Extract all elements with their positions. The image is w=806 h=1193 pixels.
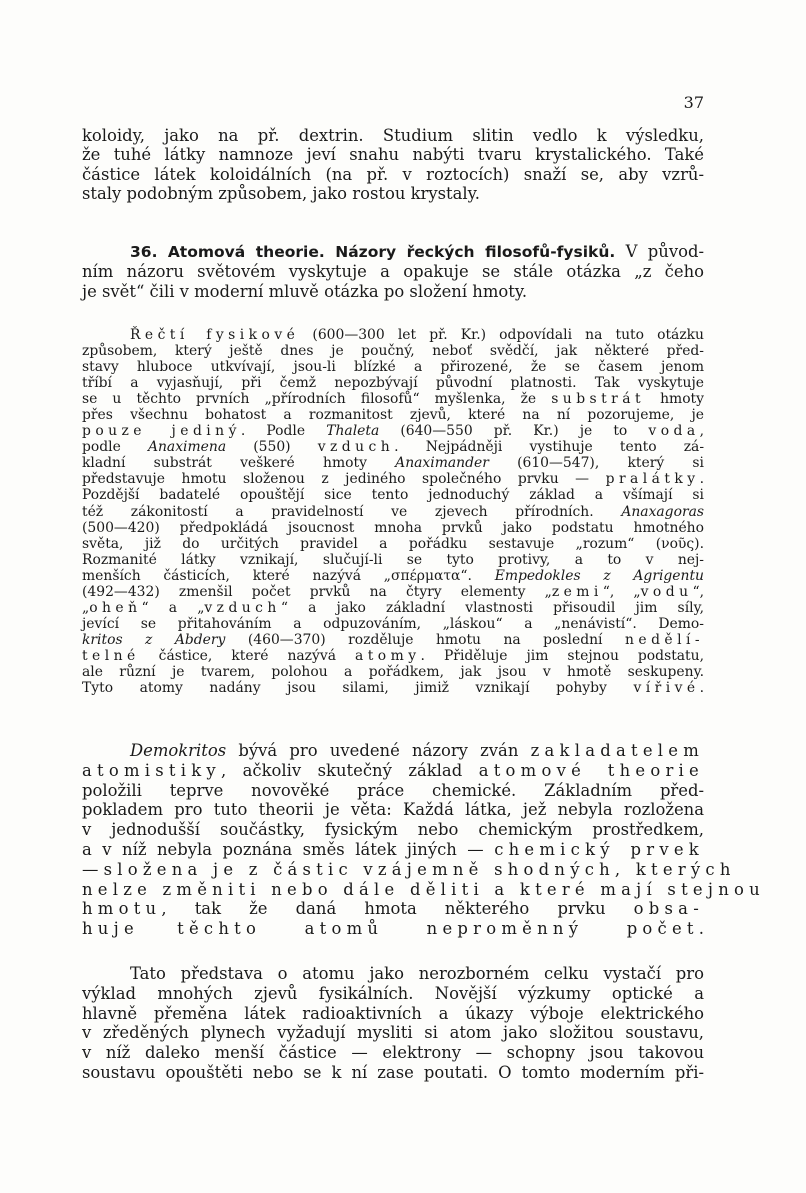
- text-line: představuje hmotu složenou z jediného společného prvku — pralátky.: [82, 471, 704, 488]
- text-line: staly podobným způsobem, jako rostou krystaly.: [82, 184, 480, 204]
- text-line: se u těchto prvních „přírodních filosofů“ myšlenka, že substrát hmoty: [82, 391, 704, 408]
- text-line: pokladem pro tuto theorii je věta: Každá látka, jež nebyla rozložena: [82, 800, 704, 820]
- text-line: že tuhé látky namnoze jeví snahu nabýti tvaru krystalického. Také: [82, 145, 704, 165]
- text-line: jevící se přitahováním a odpuzováním, „láskou“ a „nenávistí“. Demo-: [82, 615, 704, 632]
- text-line: ním názoru světovém vyskytuje a opakuje se stále otázka „z čeho: [82, 262, 704, 282]
- text-line: Tato představa o atomu jako nerozborném celku vystačí pro: [130, 964, 704, 983]
- text-line: — složena je z částic vzájemně shodných, kterých: [82, 859, 736, 879]
- text-line: je svět“ čili v moderní mluvě otázka po složení hmoty.: [82, 281, 528, 301]
- text-line: způsobem, který ještě dnes je poučný, neboť svědčí, jak některé před-: [82, 343, 704, 360]
- paragraph-modern-atom: [82, 964, 704, 1083]
- text-line: částice látek koloidálních (na př. v roztocích) snaží se, aby vzrů-: [82, 164, 704, 184]
- section-number: 36.: [130, 243, 158, 261]
- text-line: Demokritos bývá pro uvedené názory zván zakladatelem: [130, 741, 704, 760]
- section-heading-line: 36. Atomová theorie. Názory řeckých filosofů-fysiků. V původ-: [130, 242, 704, 261]
- text-line: v zředěných plynech vyžadují mysliti si atom jako složitou soustavu,: [82, 1023, 704, 1043]
- paragraph-colloids: [82, 126, 704, 204]
- text-line: přes všechnu bohatost a rozmanitost zjevů, které na ní pozorujeme, je: [82, 407, 704, 424]
- text-line: ale různí je tvarem, polohou a pořádkem, jak jsou v hmotě seskupeny.: [82, 663, 704, 680]
- text-line: pouze jediný. Podle Thaleta (640—550 př. Kr.) je to voda,: [82, 423, 705, 440]
- text-line: nelze změniti nebo dále děliti a které mají stejnou: [82, 879, 765, 899]
- text-line: Řečtí fysikové (600—300 let př. Kr.) odpovídali na tuto otázku: [130, 327, 704, 343]
- paragraph-democritus: [82, 741, 765, 939]
- text-line: koloidy, jako na př. dextrin. Studium slitin vedlo k výsledku,: [82, 126, 704, 145]
- text-line: hlavně přeměna látek radioaktivních a úkazy výboje elektrického: [82, 1003, 704, 1023]
- section-heading: Atomová theorie. Názory řeckých filosofů-fysiků.: [167, 243, 616, 261]
- text-line: menších částicích, které nazývá „σπέρματα“. Empedokles z Agrigentu: [82, 567, 704, 584]
- text-line: Tyto atomy nadány jsou silami, jimiž vznikají pohyby vířivé.: [82, 680, 704, 697]
- text-line: výklad mnohých zjevů fysikálních. Novější výzkumy optické a: [82, 983, 704, 1003]
- text-line: v jednodušší součástky, fysickým nebo chemickým prostředkem,: [82, 820, 704, 840]
- text-line: Pozdější badatelé opouštějí sice tento jednoduchý základ a všímají si: [82, 487, 704, 504]
- paragraph-greek-physicists: [82, 327, 704, 696]
- text-line: podle Anaximena (550) vzduch. Nejpádněji vystihuje tento zá-: [82, 439, 705, 456]
- text-line: kladní substrát veškeré hmoty Anaximander (610—547), který si: [82, 455, 704, 472]
- section-36: [82, 242, 704, 301]
- text-line: stavy hluboce utkvívají, jsou-li blízké a přirozené, že se časem jenom: [82, 359, 704, 376]
- text-line: též zákonitostí a pravidelností ve zjevech přírodních. Anaxagoras: [82, 503, 704, 520]
- text-line: soustavu opouštěti nebo se k ní zase poutati. O tomto moderním při-: [82, 1062, 704, 1082]
- text-line: položili teprve novověké práce chemické. Základním před-: [82, 780, 704, 800]
- page-number: 37: [683, 93, 704, 112]
- text-line: (492—432) zmenšil počet prvků na čtyry elementy „zemi“, „vodu“,: [82, 583, 704, 600]
- text-line: „oheň“ a „vzduch“ a jako základní vlastnosti přisoudil jim síly,: [82, 599, 704, 616]
- text-line: atomistiky, ačkoliv skutečný základ atomové theorie: [82, 760, 704, 780]
- text-line: (500—420) předpokládá jsoucnost mnoha prvků jako podstatu hmotného: [82, 519, 704, 536]
- text-line: tříbí a vyjasňují, při čemž nepozbývají původní platnosti. Tak vyskytuje: [82, 375, 704, 392]
- text-line: světa, již do určitých pravidel a pořádku sestavuje „rozum“ (νοῦς).: [82, 535, 704, 552]
- text-line: v níž daleko menší částice — elektrony — schopny jsou takovou: [82, 1043, 704, 1063]
- text-line: hmotu, tak že daná hmota některého prvku obsa-: [82, 899, 704, 919]
- text-line: Rozmanité látky vznikají, slučují-li se tyto protivy, a to v nej-: [82, 551, 704, 568]
- text-line: a v níž nebyla poznána směs látek jiných — chemický prvek: [82, 839, 704, 859]
- text-line: telné částice, které nazývá atomy. Přiděluje jim stejnou podstatu,: [82, 647, 704, 664]
- text-line: huje těchto atomů neproměnný počet.: [82, 919, 704, 939]
- text-line: kritos z Abdery (460—370) rozděluje hmotu na poslední nedělí-: [82, 631, 704, 648]
